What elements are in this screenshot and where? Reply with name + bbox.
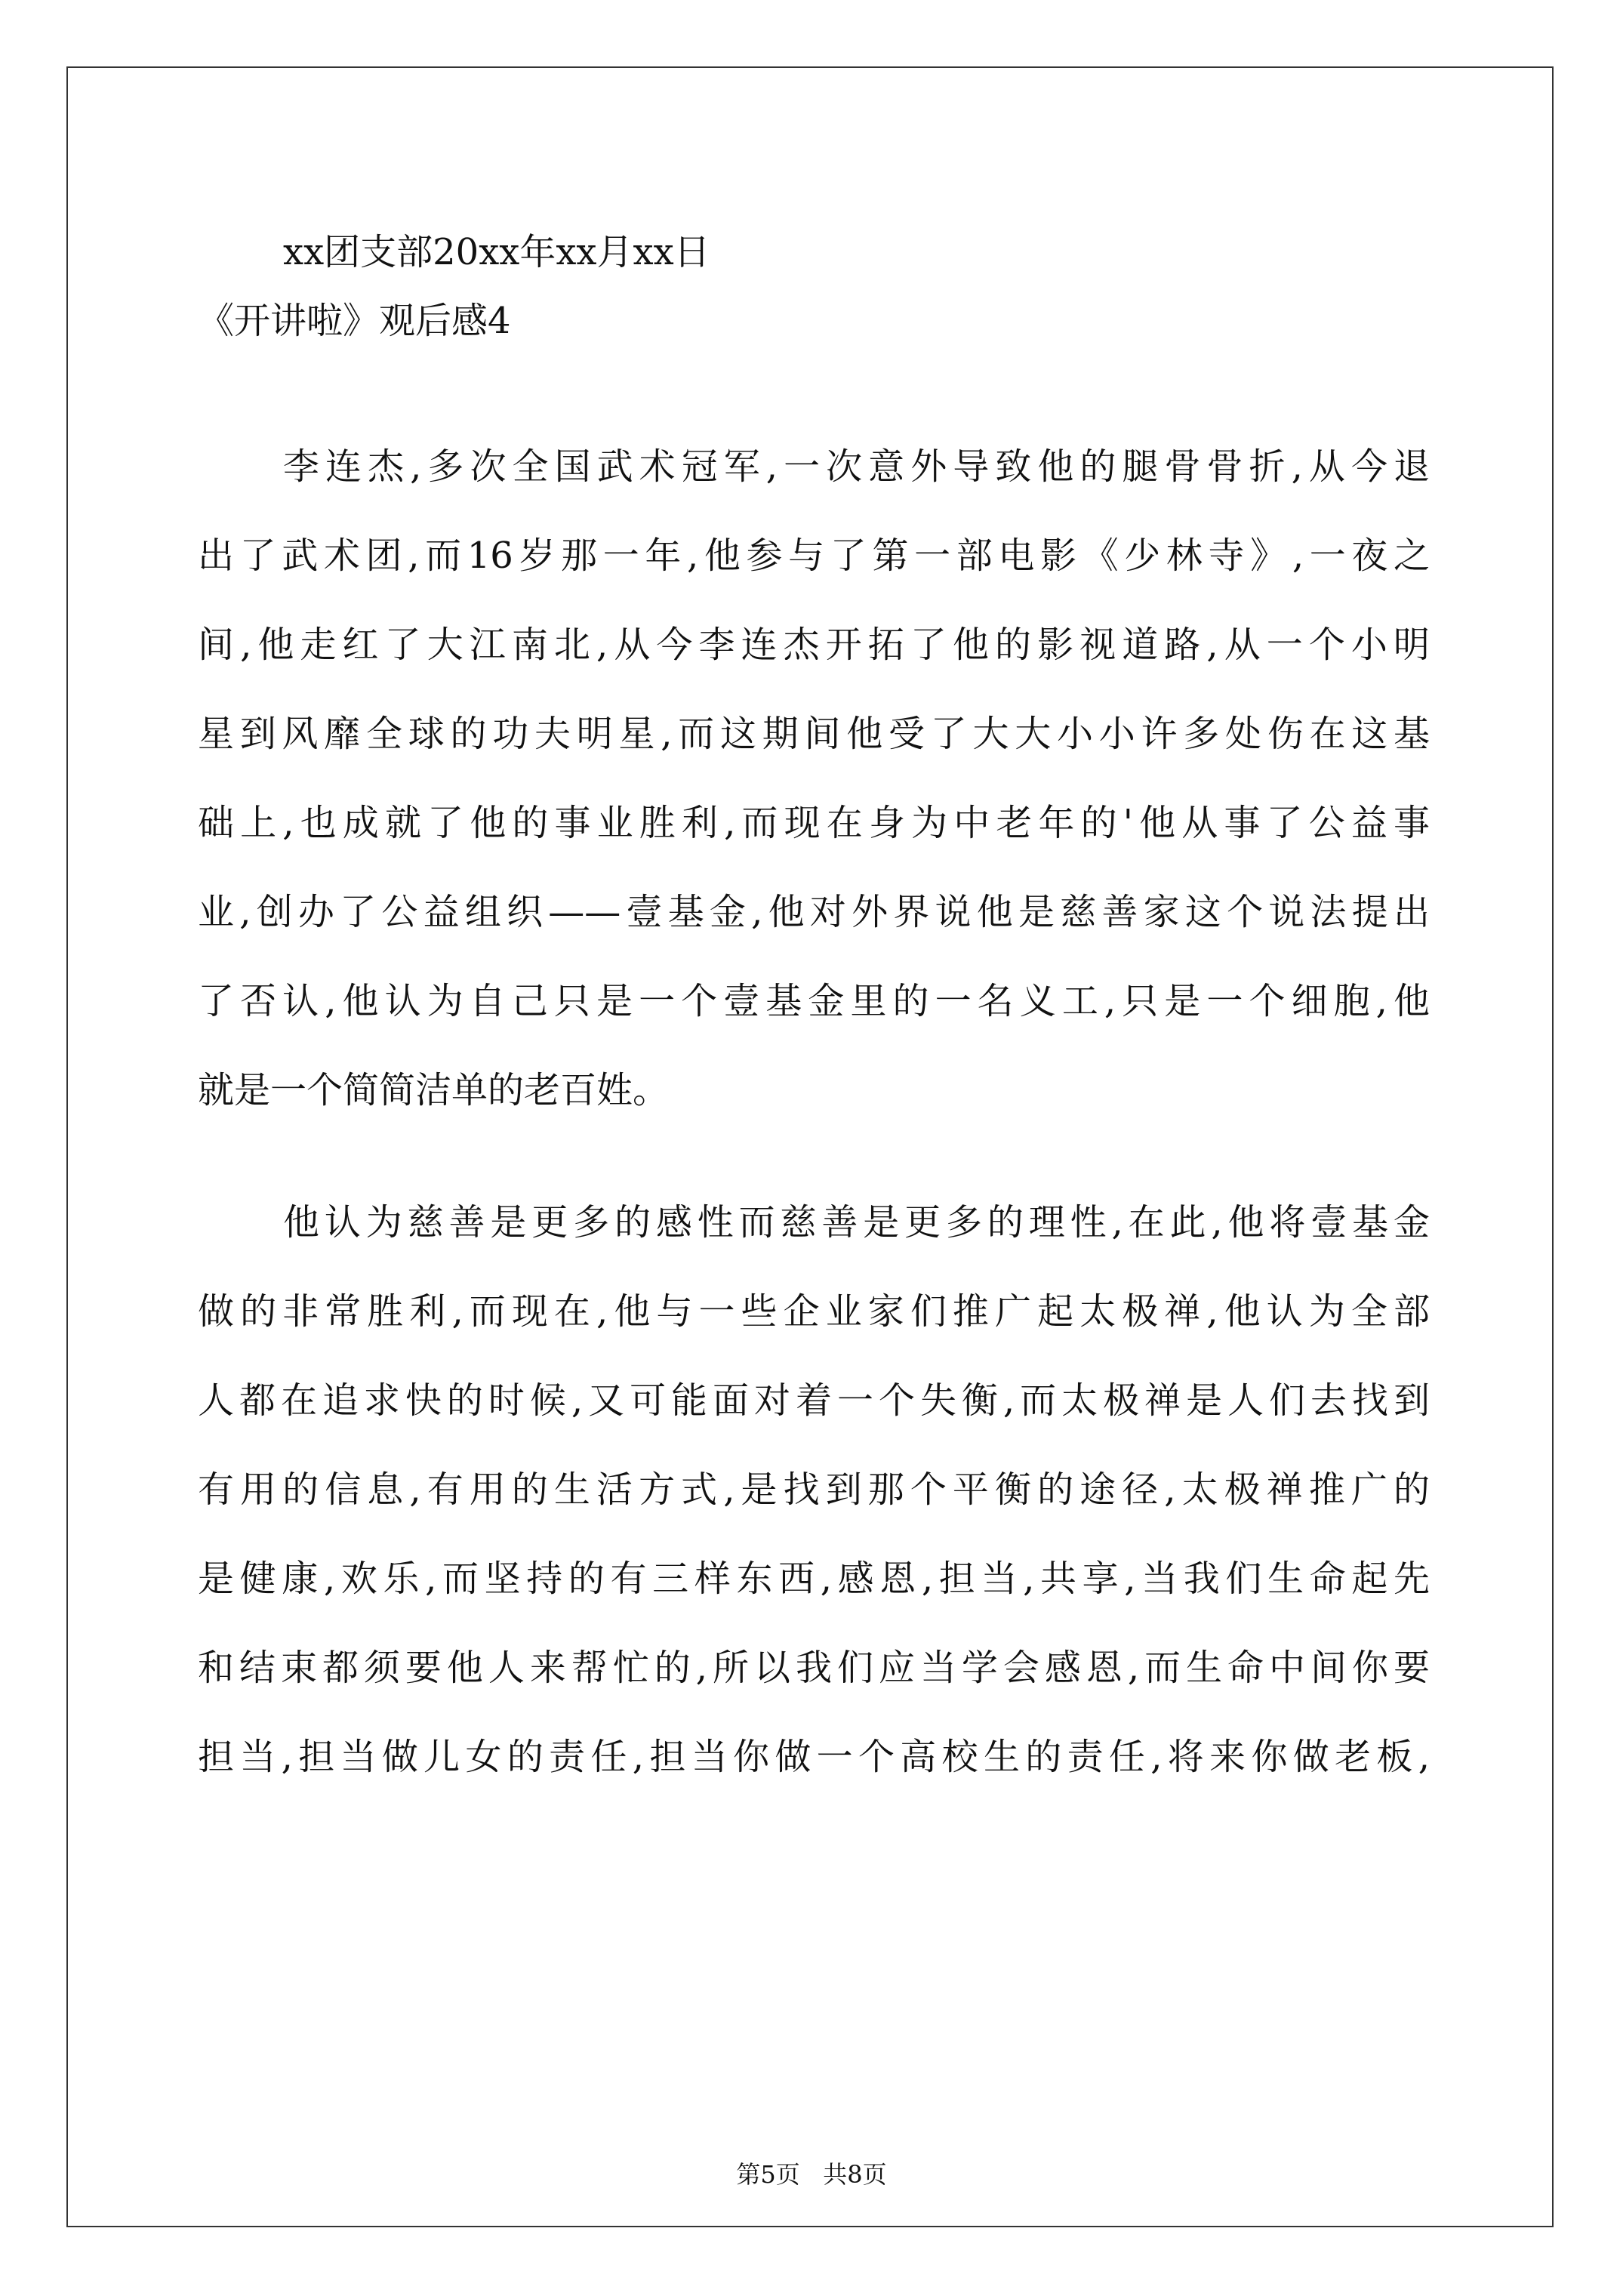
text-line: 础上,也成就了他的事业胜利,而现在身为中老年的'他从事了公益事	[198, 802, 1430, 844]
paragraph-1	[198, 442, 1430, 1155]
signature-line: xx团支部20xx年xx月xx日	[283, 231, 710, 273]
paragraph-2	[198, 1198, 1430, 1822]
text-line: 间,他走红了大江南北,从今李连杰开拓了他的影视道路,从一个小明	[198, 624, 1430, 666]
text-line: 出了武术团,而16岁那一年,他参与了第一部电影《少林寺》,一夜之	[198, 535, 1430, 577]
text-line: 担当,担当做儿女的责任,担当你做一个高校生的责任,将来你做老板,	[198, 1736, 1430, 1778]
text-line: 人都在追求快的时候,又可能面对着一个失衡,而太极禅是人们去找到	[198, 1379, 1430, 1422]
text-line: 有用的信息,有用的生活方式,是找到那个平衡的途径,太极禅推广的	[198, 1469, 1430, 1511]
text-line: 他认为慈善是更多的感性而慈善是更多的理性,在此,他将壹基金	[283, 1201, 1430, 1244]
article-title: 《开讲啦》观后感4	[198, 300, 511, 342]
text-line: 业,创办了公益组织——壹基金,他对外界说他是慈善家这个说法提出	[198, 891, 1430, 933]
text-line: 做的非常胜利,而现在,他与一些企业家们推广起太极禅,他认为全部	[198, 1290, 1430, 1333]
text-line: 就是一个简简洁单的老百姓。	[198, 1069, 670, 1111]
page-footer: 第5页 共8页	[736, 2160, 887, 2189]
article-body	[198, 442, 1430, 1822]
text-line: 是健康,欢乐,而坚持的有三样东西,感恩,担当,共享,当我们生命起先	[198, 1558, 1430, 1600]
text-line: 星到风靡全球的功夫明星,而这期间他受了大大小小许多处伤在这基	[198, 713, 1430, 755]
text-line: 和结束都须要他人来帮忙的,所以我们应当学会感恩,而生命中间你要	[198, 1647, 1430, 1689]
text-line: 了否认,他认为自己只是一个壹基金里的一名义工,只是一个细胞,他	[198, 980, 1430, 1022]
text-line: 李连杰,多次全国武术冠军,一次意外导致他的腿骨骨折,从今退	[283, 445, 1430, 488]
paragraph-gap	[198, 1155, 1430, 1198]
